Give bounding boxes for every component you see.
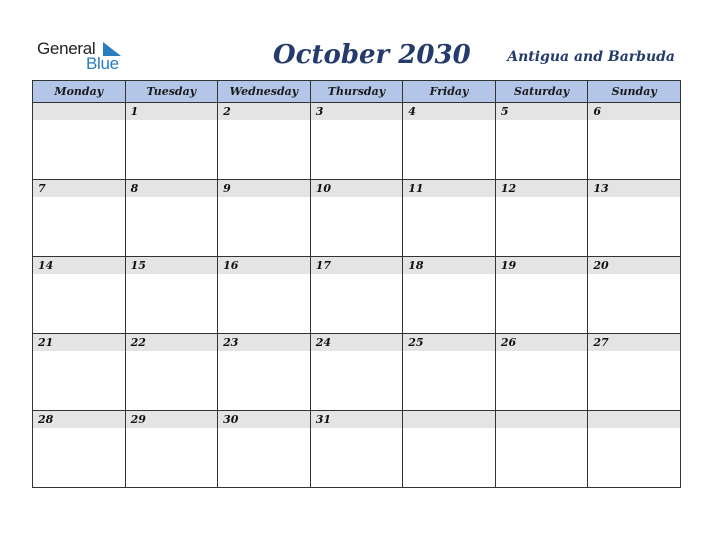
weekday-tuesday: Tuesday	[125, 81, 218, 103]
week-row	[33, 411, 681, 488]
day-number	[496, 411, 588, 428]
logo-word-blue: Blue	[86, 54, 119, 73]
day-cell[interactable]	[33, 334, 126, 411]
day-number: 13	[588, 180, 680, 197]
day-cell[interactable]	[125, 257, 218, 334]
day-number: 10	[311, 180, 403, 197]
day-number	[588, 411, 680, 428]
day-number: 12	[496, 180, 588, 197]
day-number: 15	[126, 257, 218, 274]
day-number: 18	[403, 257, 495, 274]
weekday-sunday: Sunday	[588, 81, 681, 103]
day-number: 11	[403, 180, 495, 197]
day-number: 29	[126, 411, 218, 428]
day-number: 9	[218, 180, 310, 197]
day-cell[interactable]	[218, 103, 311, 180]
day-number: 25	[403, 334, 495, 351]
weekday-monday: Monday	[33, 81, 126, 103]
day-cell[interactable]	[403, 334, 496, 411]
day-number: 1	[126, 103, 218, 120]
day-cell[interactable]	[495, 411, 588, 488]
weekday-friday: Friday	[403, 81, 496, 103]
day-cell[interactable]	[125, 334, 218, 411]
day-cell[interactable]	[33, 180, 126, 257]
day-cell[interactable]	[218, 257, 311, 334]
day-cell[interactable]	[218, 180, 311, 257]
week-row	[33, 180, 681, 257]
generalblue-logo	[37, 39, 127, 75]
day-cell[interactable]	[495, 180, 588, 257]
logo-word-general: General	[37, 39, 96, 58]
day-number: 2	[218, 103, 310, 120]
day-cell[interactable]	[588, 103, 681, 180]
day-cell[interactable]	[33, 411, 126, 488]
day-number: 16	[218, 257, 310, 274]
day-cell[interactable]	[403, 257, 496, 334]
day-number: 27	[588, 334, 680, 351]
day-cell[interactable]	[495, 334, 588, 411]
day-number: 4	[403, 103, 495, 120]
day-number: 17	[311, 257, 403, 274]
day-number: 21	[33, 334, 125, 351]
day-cell[interactable]	[310, 334, 403, 411]
day-cell[interactable]	[588, 257, 681, 334]
day-cell[interactable]	[495, 103, 588, 180]
day-cell[interactable]	[588, 411, 681, 488]
weekday-saturday: Saturday	[495, 81, 588, 103]
week-row	[33, 257, 681, 334]
day-number: 8	[126, 180, 218, 197]
day-number: 3	[311, 103, 403, 120]
day-cell[interactable]	[125, 103, 218, 180]
day-cell[interactable]	[495, 257, 588, 334]
day-number: 24	[311, 334, 403, 351]
day-number: 20	[588, 257, 680, 274]
day-number: 26	[496, 334, 588, 351]
day-cell[interactable]	[125, 411, 218, 488]
day-cell[interactable]	[218, 411, 311, 488]
week-row	[33, 103, 681, 180]
day-cell[interactable]	[310, 257, 403, 334]
country-name: Antigua and Barbuda	[507, 49, 675, 65]
month-calendar	[32, 80, 681, 488]
weekday-thursday: Thursday	[310, 81, 403, 103]
day-cell[interactable]	[33, 103, 126, 180]
day-number: 19	[496, 257, 588, 274]
day-cell[interactable]	[310, 411, 403, 488]
day-cell[interactable]	[588, 180, 681, 257]
day-cell[interactable]	[218, 334, 311, 411]
day-cell[interactable]	[403, 180, 496, 257]
day-cell[interactable]	[33, 257, 126, 334]
day-number	[403, 411, 495, 428]
day-cell[interactable]	[403, 103, 496, 180]
day-number: 28	[33, 411, 125, 428]
day-number: 14	[33, 257, 125, 274]
week-row	[33, 334, 681, 411]
calendar-title: October 2030	[273, 40, 471, 70]
day-cell[interactable]	[125, 180, 218, 257]
day-number: 23	[218, 334, 310, 351]
weekday-header-row	[33, 81, 681, 103]
day-cell[interactable]	[310, 103, 403, 180]
day-number: 31	[311, 411, 403, 428]
day-number	[33, 103, 125, 120]
day-number: 5	[496, 103, 588, 120]
weekday-wednesday: Wednesday	[218, 81, 311, 103]
day-cell[interactable]	[588, 334, 681, 411]
day-number: 30	[218, 411, 310, 428]
day-number: 7	[33, 180, 125, 197]
day-cell[interactable]	[310, 180, 403, 257]
day-number: 6	[588, 103, 680, 120]
day-cell[interactable]	[403, 411, 496, 488]
day-number: 22	[126, 334, 218, 351]
